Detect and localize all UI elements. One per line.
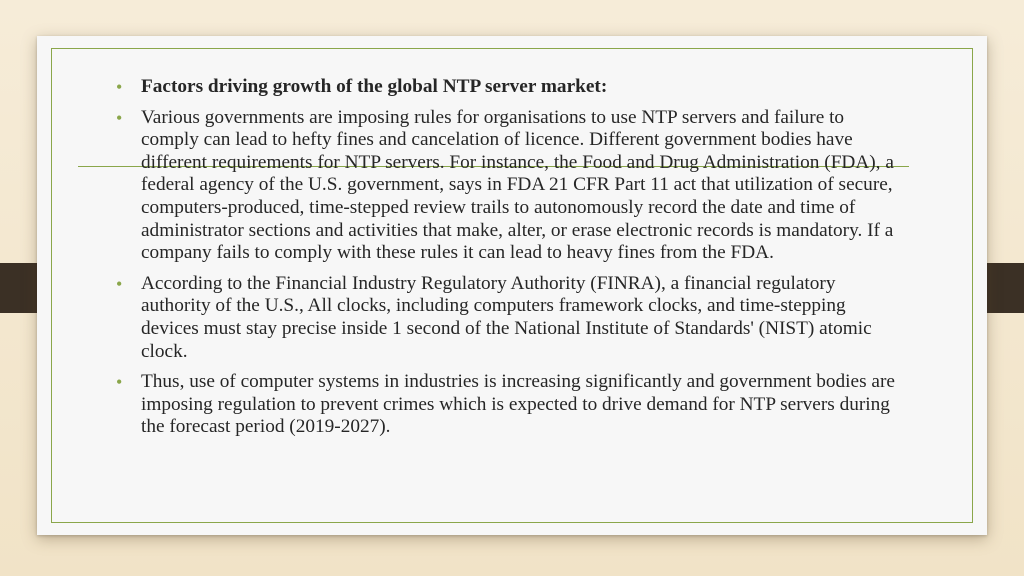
- bullet-text: According to the Financial Industry Regulatory Authority (FINRA), a financial regulatory authority of the U.S., All clocks, including computers framework clocks, and time-stepping devices must stay precise inside 1 second of the National Institute of Standards' (NIST) atomic clock.: [141, 272, 872, 362]
- bullet-icon: •: [116, 77, 123, 97]
- bullet-item: [114, 107, 904, 265]
- bullet-item: [114, 273, 904, 363]
- bullet-item: [114, 371, 904, 439]
- bullet-text: Factors driving growth of the global NTP server market:: [141, 76, 608, 97]
- bullet-text: Various governments are imposing rules for organisations to use NTP servers and failure to comply can lead to hefty fines and cancelation of licence. Different government bodies have different requirements for NTP servers. For instance, the Food and Drug Administration (FDA), a federal agency of the U.S. government, says in FDA 21 CFR Part 11 act that utilization of secure, computers-produced, time-stepped review trails to autonomously record the date and time of administrator sections and activities that make, alter, or erase electronic records is mandatory. If a company fails to comply with these rules it can lead to heavy fines from the FDA.: [141, 106, 894, 264]
- bullet-icon: •: [116, 372, 123, 393]
- bullet-list: [114, 76, 904, 439]
- bullet-icon: •: [116, 273, 123, 294]
- slide-content: [114, 76, 904, 447]
- bullet-item-heading: [114, 76, 904, 99]
- bullet-text: Thus, use of computer systems in industries is increasing significantly and government bodies are imposing regulation to prevent crimes which is expected to drive demand for NTP servers during the forecast period (2019-2027).: [141, 371, 895, 438]
- bullet-icon: •: [116, 107, 123, 128]
